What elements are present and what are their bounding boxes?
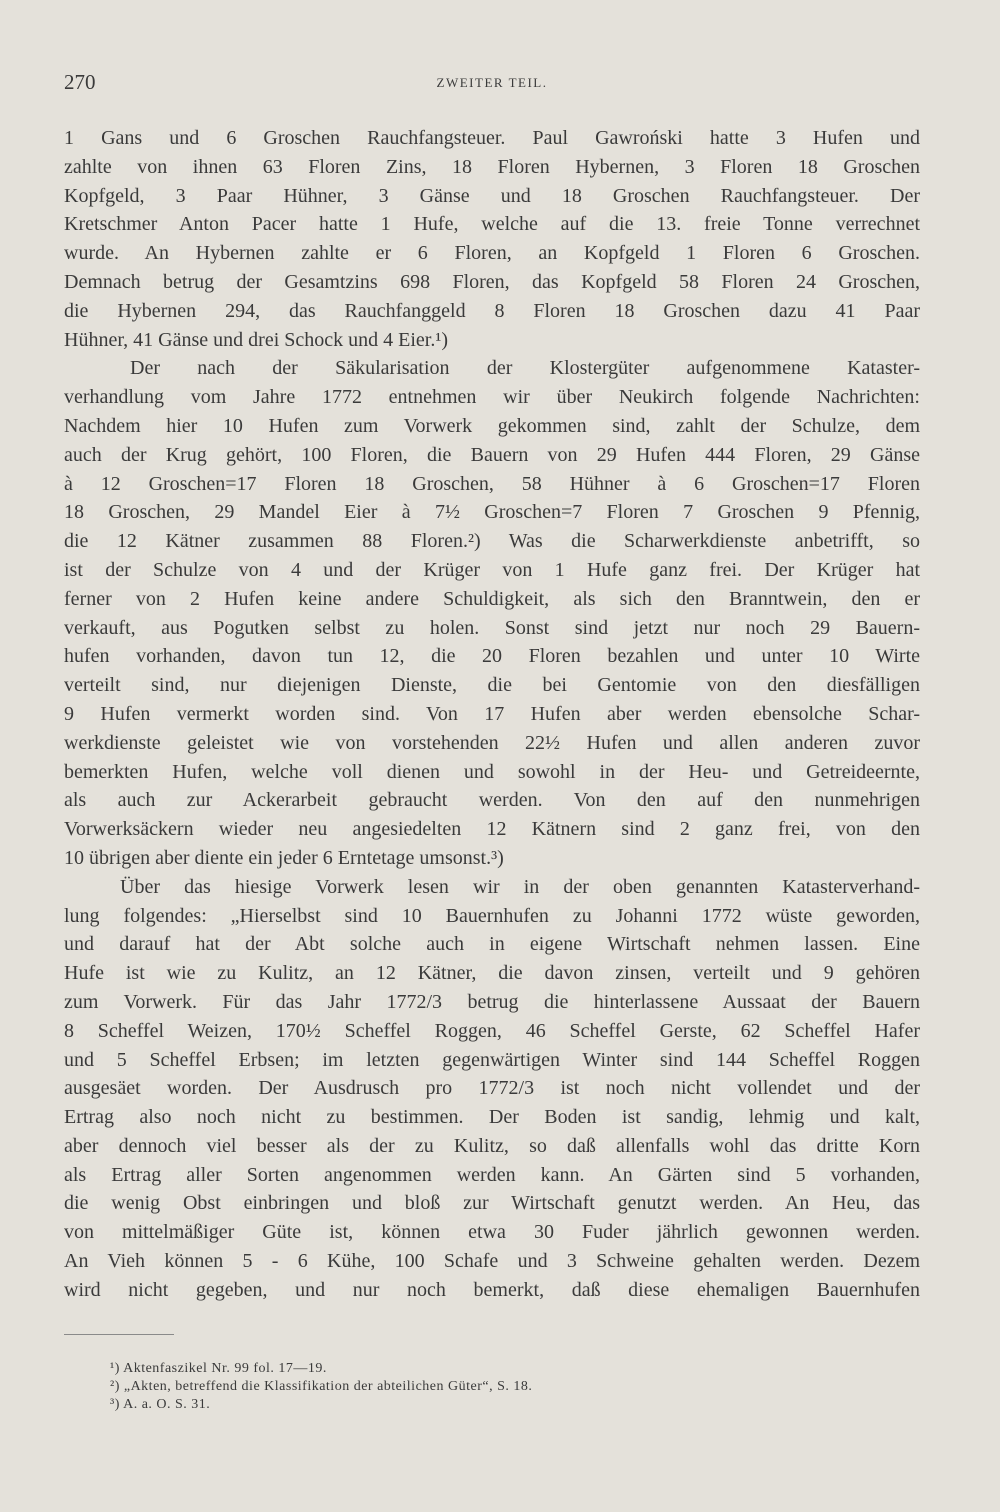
running-head: ZWEITER TEIL.	[436, 75, 548, 90]
text-line: Vorwerksäckern wieder neu angesiedelten 12 Kätnern sind 2 ganz frei, von den	[64, 818, 920, 841]
text-line: ferner von 2 Hufen keine andere Schuldigkeit, als sich den Branntwein, den er	[64, 587, 920, 610]
text-line: wurde. An Hybernen zahlte er 6 Floren, an Kopfgeld 1 Floren 6 Groschen.	[64, 242, 920, 265]
text-line: bemerkten Hufen, welche voll dienen und sowohl in der Heu- und Getreideernte,	[64, 760, 920, 783]
text-line: ist der Schulze von 4 und der Krüger von 1 Hufe ganz frei. Der Krüger hat	[64, 558, 920, 581]
text-line: werkdienste geleistet wie von vorstehenden 22½ Hufen und allen anderen zuvor	[64, 731, 920, 754]
page-header	[64, 70, 920, 100]
text-line: Hühner, 41 Gänse und drei Schock und 4 Eier.¹)	[64, 328, 448, 351]
text-line: auch der Krug gehört, 100 Floren, die Bauern von 29 Hufen 444 Floren, 29 Gänse	[64, 443, 920, 466]
text-line: die Hybernen 294, das Rauchfanggeld 8 Floren 18 Groschen dazu 41 Paar	[64, 299, 920, 322]
text-line: verhandlung vom Jahre 1772 entnehmen wir über Neukirch folgende Nachrichten:	[64, 386, 920, 409]
text-line: verteilt sind, nur diejenigen Dienste, die bei Gentomie von den diesfälligen	[64, 674, 920, 697]
text-line: hufen vorhanden, davon tun 12, die 20 Floren bezahlen und unter 10 Wirte	[64, 645, 920, 668]
text-line: 8 Scheffel Weizen, 170½ Scheffel Roggen, 46 Scheffel Gerste, 62 Scheffel Hafer	[64, 1019, 920, 1042]
text-line: Über das hiesige Vorwerk lesen wir in der oben genannten Katasterverhand-	[120, 875, 920, 898]
text-line: 9 Hufen vermerkt worden sind. Von 17 Hufen aber werden ebensolche Schar-	[64, 702, 920, 725]
text-line: und 5 Scheffel Erbsen; im letzten gegenwärtigen Winter sind 144 Scheffel Roggen	[64, 1048, 920, 1071]
footnote: ³) A. a. O. S. 31.	[110, 1397, 211, 1412]
text-line: lung folgendes: „Hierselbst sind 10 Bauernhufen zu Johanni 1772 wüste geworden,	[64, 904, 920, 927]
text-line: Hufe ist wie zu Kulitz, an 12 Kätner, die davon zinsen, verteilt und 9 gehören	[64, 962, 920, 985]
text-line: und darauf hat der Abt solche auch in eigene Wirtschaft nehmen lassen. Eine	[64, 933, 920, 956]
text-line: Kretschmer Anton Pacer hatte 1 Hufe, welche auf die 13. freie Tonne verrechnet	[64, 213, 920, 236]
text-line: 10 übrigen aber diente ein jeder 6 Erntetage umsonst.³)	[64, 846, 504, 869]
text-line: An Vieh können 5 - 6 Kühe, 100 Schafe und 3 Schweine gehalten werden. Dezem	[64, 1250, 920, 1273]
text-line: Ertrag also noch nicht zu bestimmen. Der Boden ist sandig, lehmig und kalt,	[64, 1106, 920, 1129]
text-line: à 12 Groschen=17 Floren 18 Groschen, 58 Hühner à 6 Groschen=17 Floren	[64, 472, 920, 495]
footnote: ²) „Akten, betreffend die Klassifikation der abteilichen Güter“, S. 18.	[110, 1379, 533, 1394]
text-line: Kopfgeld, 3 Paar Hühner, 3 Gänse und 18 Groschen Rauchfangsteuer. Der	[64, 184, 920, 207]
text-line: verkauft, aus Pogutken selbst zu holen. Sonst sind jetzt nur noch 29 Bauern-	[64, 616, 920, 639]
footnote: ¹) Aktenfaszikel Nr. 99 fol. 17—19.	[110, 1361, 327, 1376]
text-line: Nachdem hier 10 Hufen zum Vorwerk gekommen sind, zahlt der Schulze, dem	[64, 414, 920, 437]
text-line: ausgesäet worden. Der Ausdrusch pro 1772/3 ist noch nicht vollendet und der	[64, 1077, 920, 1100]
text-line: die 12 Kätner zusammen 88 Floren.²) Was die Scharwerkdienste anbetrifft, so	[64, 530, 920, 553]
text-line: von mittelmäßiger Güte ist, können etwa 30 Fuder jährlich gewonnen werden.	[64, 1221, 920, 1244]
text-line: Demnach betrug der Gesamtzins 698 Floren, das Kopfgeld 58 Floren 24 Groschen,	[64, 270, 920, 293]
body-text	[64, 124, 920, 1305]
text-line: Der nach der Säkularisation der Klostergüter aufgenommene Kataster-	[130, 357, 920, 380]
text-line: zum Vorwerk. Für das Jahr 1772/3 betrug die hinterlassene Aussaat der Bauern	[64, 990, 920, 1013]
footnotes	[110, 1360, 750, 1414]
text-line: aber dennoch viel besser als der zu Kulitz, so daß allenfalls wohl das dritte Korn	[64, 1134, 920, 1157]
text-line: 1 Gans und 6 Groschen Rauchfangsteuer. Paul Gawroński hatte 3 Hufen und	[64, 127, 920, 149]
text-line: die wenig Obst einbringen und bloß zur Wirtschaft genutzt werden. An Heu, das	[64, 1192, 920, 1215]
text-line: wird nicht gegeben, und nur noch bemerkt, daß diese ehemaligen Bauernhufen	[64, 1278, 920, 1301]
text-line: 18 Groschen, 29 Mandel Eier à 7½ Groschen=7 Floren 7 Groschen 9 Pfennig,	[64, 501, 920, 524]
footnote-divider	[64, 1334, 174, 1335]
text-line: als auch zur Ackerarbeit gebraucht werden. Von den auf den nunmehrigen	[64, 789, 920, 812]
text-line: als Ertrag aller Sorten angenommen werden kann. An Gärten sind 5 vorhanden,	[64, 1163, 920, 1186]
page-number: 270	[64, 70, 96, 94]
text-line: zahlte von ihnen 63 Floren Zins, 18 Floren Hybernen, 3 Floren 18 Groschen	[64, 155, 920, 178]
